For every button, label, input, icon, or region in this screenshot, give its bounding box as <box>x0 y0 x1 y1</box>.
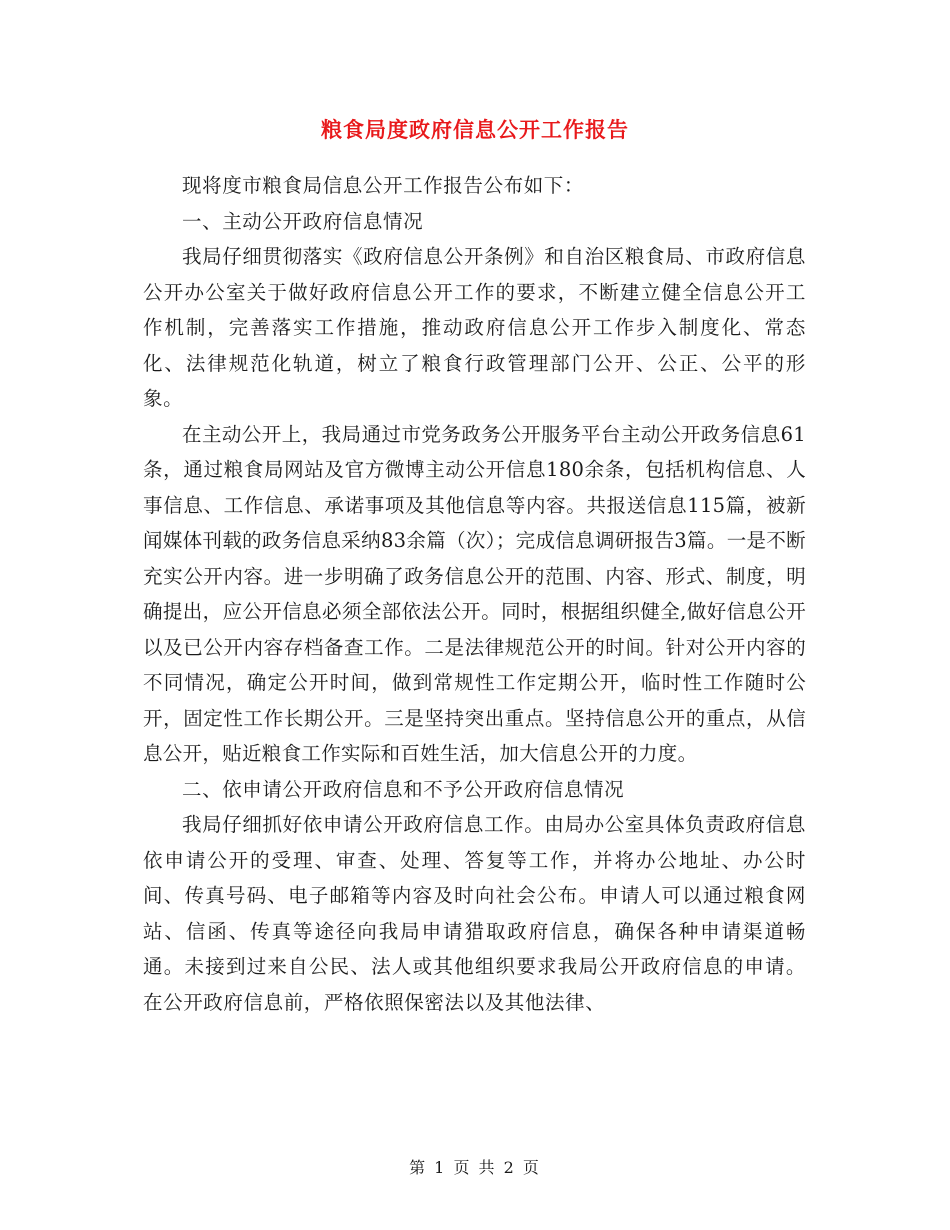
body-paragraph: 我局仔细抓好依申请公开政府信息工作。由局办公室具体负责政府信息依申请公开的受理、审查、处理、答复等工作，并将办公地址、办公时间、传真号码、电子邮箱等内容及时向社会公布。申请人可以通过粮食网站、信函、传真等途径向我局申请猎取政府信息，确保各种申请渠道畅通。未接到过来自公民、法人或其他组织要求我局公开政府信息的申请。在公开政府信息前，严格依照保密法以及其他法律、 <box>143 813 806 1014</box>
document-body <box>143 168 806 1020</box>
page-number-footer <box>0 1156 950 1180</box>
document-title: 粮食局度政府信息公开工作报告 <box>321 117 629 142</box>
section-heading-2: 二、依申请公开政府信息和不予公开政府信息情况 <box>182 777 625 801</box>
page-number-label: 第 1 页 共 2 页 <box>409 1158 541 1177</box>
body-paragraph: 我局仔细贯彻落实《政府信息公开条例》和自治区粮食局、市政府信息公开办公室关于做好政府信息公开工作的要求，不断建立健全信息公开工作机制，完善落实工作措施，推动政府信息公开工作步入制度化、常态化、法律规范化轨道，树立了粮食行政管理部门公开、公正、公平的形象。 <box>143 245 806 410</box>
section-heading-1: 一、主动公开政府信息情况 <box>182 209 424 233</box>
body-paragraph: 在主动公开上，我局通过市党务政务公开服务平台主动公开政务信息61条，通过粮食局网站及官方微博主动公开信息180余条，包括机构信息、人事信息、工作信息、承诺事项及其他信息等内容。共报送信息115篇，被新闻媒体刊载的政务信息采纳83余篇（次）；完成信息调研报告3篇。一是不断充实公开内容。进一步明确了政务信息公开的范围、内容、形式、制度，明确提出，应公开信息必须全部依法公开。同时，根据组织健全,做好信息公开以及已公开内容存档备查工作。二是法律规范公开的时间。针对公开内容的不同情况，确定公开时间，做到常规性工作定期公开，临时性工作随时公开，固定性工作长期公开。三是坚持突出重点。坚持信息公开的重点，从信息公开，贴近粮食工作实际和百姓生活，加大信息公开的力度。 <box>143 422 806 765</box>
intro-paragraph: 现将度市粮食局信息公开工作报告公布如下： <box>182 174 585 197</box>
